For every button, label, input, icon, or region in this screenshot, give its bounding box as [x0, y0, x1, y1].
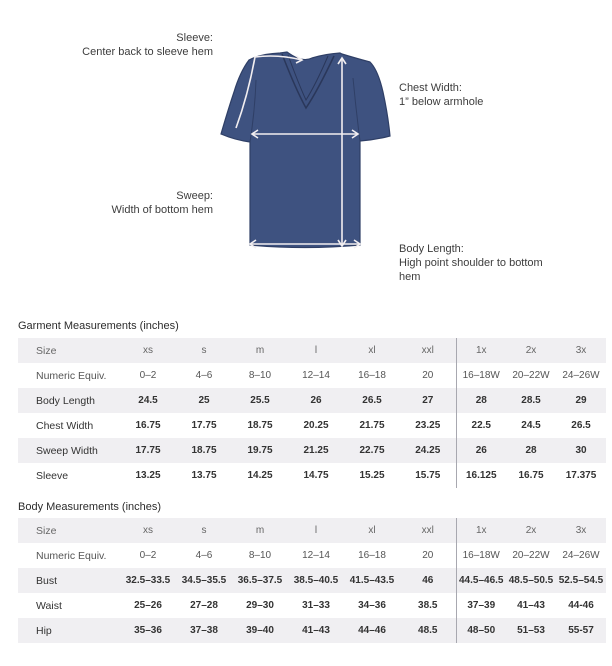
body-table-cell: 46 — [400, 568, 456, 593]
body-table-cell: 25–26 — [120, 593, 176, 618]
garment-table-cell: 20 — [400, 363, 456, 388]
garment-table-row-label: Body Length — [18, 388, 120, 413]
tshirt-diagram — [215, 45, 395, 255]
body-table-row-label: Bust — [18, 568, 120, 593]
garment-table-cell: 20.25 — [288, 413, 344, 438]
garment-table-cell: 18.75 — [176, 438, 232, 463]
body-table-row-label: Numeric Equiv. — [18, 543, 120, 568]
body-table-cell: 38.5 — [400, 593, 456, 618]
body-measurements-title: Body Measurements (inches) — [18, 501, 162, 513]
body-table-cell: 12–14 — [288, 543, 344, 568]
garment-table-cell: xxl — [400, 338, 456, 363]
garment-table-row-label: Chest Width — [18, 413, 120, 438]
garment-table-cell: 26 — [456, 438, 506, 463]
garment-table-cell: 12–14 — [288, 363, 344, 388]
body-table-cell: xs — [120, 518, 176, 543]
garment-table-cell: 26.5 — [556, 413, 606, 438]
garment-table-cell: 17.75 — [120, 438, 176, 463]
garment-table-cell: 3x — [556, 338, 606, 363]
garment-table-row — [18, 413, 606, 438]
garment-table-cell: 16.125 — [456, 463, 506, 488]
garment-table-row — [18, 388, 606, 413]
body-length-label-desc-2: hem — [399, 271, 421, 283]
chest-width-label-title: Chest Width: — [399, 82, 462, 94]
body-table-row — [18, 543, 606, 568]
garment-table-cell: 13.75 — [176, 463, 232, 488]
chest-width-label-desc: 1” below armhole — [399, 96, 484, 108]
body-table-cell: l — [288, 518, 344, 543]
body-table-cell: 20–22W — [506, 543, 556, 568]
garment-table-cell: 25 — [176, 388, 232, 413]
body-table-cell: m — [232, 518, 288, 543]
body-table-cell: 3x — [556, 518, 606, 543]
body-table-row-label: Hip — [18, 618, 120, 643]
garment-table-cell: 28.5 — [506, 388, 556, 413]
sweep-label-desc: Width of bottom hem — [111, 204, 213, 216]
chest-width-label — [399, 81, 483, 109]
garment-table-row — [18, 363, 606, 388]
garment-table-cell: m — [232, 338, 288, 363]
garment-table-row — [18, 338, 606, 363]
body-table-cell: 48.5–50.5 — [506, 568, 556, 593]
sweep-label — [112, 189, 214, 217]
garment-table-cell: 24.5 — [120, 388, 176, 413]
garment-table-cell: 16–18W — [456, 363, 506, 388]
garment-table-row — [18, 463, 606, 488]
body-table-cell: s — [176, 518, 232, 543]
sleeve-label-desc: Center back to sleeve hem — [82, 46, 213, 58]
garment-table-cell: 24.25 — [400, 438, 456, 463]
body-table-cell: 29–30 — [232, 593, 288, 618]
garment-table-cell: 24–26W — [556, 363, 606, 388]
body-table-cell: 34–36 — [344, 593, 400, 618]
body-table-cell: 16–18W — [456, 543, 506, 568]
garment-table-cell: l — [288, 338, 344, 363]
body-table-cell: 32.5–33.5 — [120, 568, 176, 593]
body-table-cell: 37–39 — [456, 593, 506, 618]
body-table-row — [18, 593, 606, 618]
body-table-cell: 24–26W — [556, 543, 606, 568]
garment-table-row-label: Sweep Width — [18, 438, 120, 463]
body-table-cell: 20 — [400, 543, 456, 568]
garment-table-cell: 27 — [400, 388, 456, 413]
body-length-label-desc-1: High point shoulder to bottom — [399, 257, 543, 269]
body-table-cell: 39–40 — [232, 618, 288, 643]
body-measurements-table — [18, 518, 606, 643]
tshirt-body — [221, 52, 390, 248]
garment-table-cell: 30 — [556, 438, 606, 463]
garment-table-cell: 18.75 — [232, 413, 288, 438]
body-table-cell: 37–38 — [176, 618, 232, 643]
garment-table-cell: 22.75 — [344, 438, 400, 463]
body-table-row — [18, 618, 606, 643]
garment-measurements-table — [18, 338, 606, 488]
body-table-cell: 44.5–46.5 — [456, 568, 506, 593]
garment-table-cell: 17.75 — [176, 413, 232, 438]
garment-table-cell: 24.5 — [506, 413, 556, 438]
garment-table-row-label: Size — [18, 338, 120, 363]
garment-table-cell: 29 — [556, 388, 606, 413]
garment-table-cell: 0–2 — [120, 363, 176, 388]
body-table-cell: 55-57 — [556, 618, 606, 643]
garment-table-cell: 21.25 — [288, 438, 344, 463]
garment-table-cell: 25.5 — [232, 388, 288, 413]
body-table-cell: 27–28 — [176, 593, 232, 618]
body-table-cell: 31–33 — [288, 593, 344, 618]
garment-table-row-label: Numeric Equiv. — [18, 363, 120, 388]
body-table-cell: 44-46 — [556, 593, 606, 618]
garment-table-cell: 19.75 — [232, 438, 288, 463]
garment-table-cell: xl — [344, 338, 400, 363]
garment-table-cell: 4–6 — [176, 363, 232, 388]
garment-table-cell: xs — [120, 338, 176, 363]
body-table-cell: 36.5–37.5 — [232, 568, 288, 593]
body-table-cell: 52.5–54.5 — [556, 568, 606, 593]
garment-table-row-label: Sleeve — [18, 463, 120, 488]
garment-table-cell: s — [176, 338, 232, 363]
garment-table-cell: 16–18 — [344, 363, 400, 388]
body-table-cell: 34.5–35.5 — [176, 568, 232, 593]
garment-table-cell: 21.75 — [344, 413, 400, 438]
body-table-cell: 48–50 — [456, 618, 506, 643]
body-table-row-label: Size — [18, 518, 120, 543]
garment-table-cell: 23.25 — [400, 413, 456, 438]
sleeve-label-title: Sleeve: — [176, 32, 213, 44]
body-table-row — [18, 518, 606, 543]
body-table-cell: 16–18 — [344, 543, 400, 568]
body-table-cell: 35–36 — [120, 618, 176, 643]
garment-table-cell: 15.25 — [344, 463, 400, 488]
sleeve-label — [82, 31, 213, 59]
garment-table-cell: 2x — [506, 338, 556, 363]
garment-table-cell: 28 — [456, 388, 506, 413]
garment-table-cell: 14.25 — [232, 463, 288, 488]
garment-table-row — [18, 438, 606, 463]
body-table-cell: 48.5 — [400, 618, 456, 643]
body-table-cell: 1x — [456, 518, 506, 543]
garment-table-cell: 28 — [506, 438, 556, 463]
body-table-cell: 41–43 — [288, 618, 344, 643]
sweep-label-title: Sweep: — [176, 190, 213, 202]
garment-table-cell: 8–10 — [232, 363, 288, 388]
garment-table-cell: 22.5 — [456, 413, 506, 438]
body-table-cell: 38.5–40.5 — [288, 568, 344, 593]
garment-table-cell: 15.75 — [400, 463, 456, 488]
garment-table-cell: 1x — [456, 338, 506, 363]
body-table-cell: 0–2 — [120, 543, 176, 568]
body-table-row — [18, 568, 606, 593]
garment-table-cell: 20–22W — [506, 363, 556, 388]
body-table-cell: 41–43 — [506, 593, 556, 618]
body-table-row-label: Waist — [18, 593, 120, 618]
body-table-cell: xxl — [400, 518, 456, 543]
garment-table-cell: 16.75 — [120, 413, 176, 438]
garment-table-cell: 13.25 — [120, 463, 176, 488]
garment-table-cell: 17.375 — [556, 463, 606, 488]
garment-table-cell: 26.5 — [344, 388, 400, 413]
body-table-cell: 8–10 — [232, 543, 288, 568]
body-table-cell: 51–53 — [506, 618, 556, 643]
body-table-cell: 4–6 — [176, 543, 232, 568]
body-length-label — [399, 242, 543, 284]
body-length-label-title: Body Length: — [399, 243, 464, 255]
garment-measurements-title: Garment Measurements (inches) — [18, 320, 179, 332]
body-table-cell: 2x — [506, 518, 556, 543]
garment-table-cell: 26 — [288, 388, 344, 413]
body-table-cell: xl — [344, 518, 400, 543]
body-table-cell: 41.5–43.5 — [344, 568, 400, 593]
garment-table-cell: 14.75 — [288, 463, 344, 488]
body-table-cell: 44–46 — [344, 618, 400, 643]
garment-table-cell: 16.75 — [506, 463, 556, 488]
